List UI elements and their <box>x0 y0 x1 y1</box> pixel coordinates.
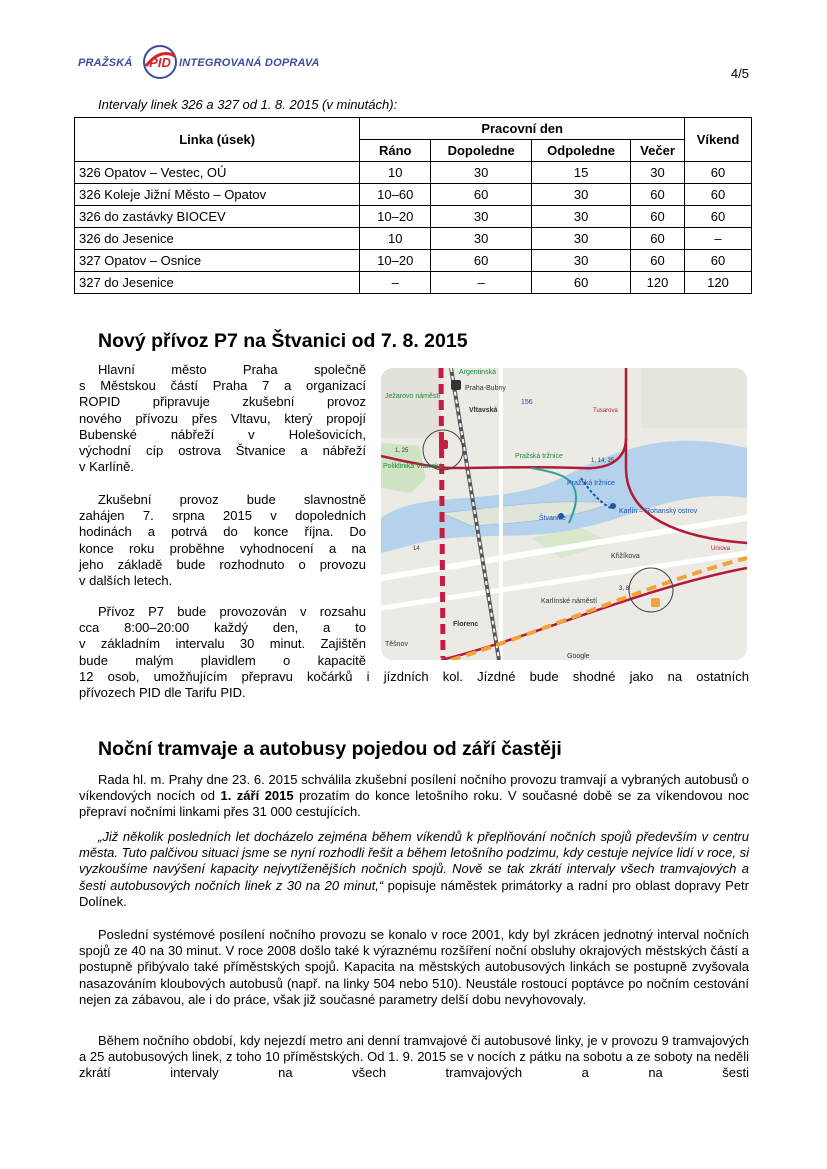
table-header-row <box>75 118 752 140</box>
cell: 120 <box>631 272 685 294</box>
cell: 60 <box>631 228 685 250</box>
cell: 30 <box>532 206 631 228</box>
table-caption: Intervaly linek 326 a 327 od 1. 8. 2015 (v minutách): <box>98 97 398 112</box>
map-line-label: 14 <box>413 546 420 552</box>
cell: 30 <box>532 184 631 206</box>
cell: 30 <box>532 250 631 272</box>
map-line-label: 3, 8 <box>619 586 630 592</box>
cell: 30 <box>532 228 631 250</box>
map-label-prazska-trznice-top: Pražská tržnice <box>515 453 563 460</box>
paragraph-text: Rada hl. m. Prahy dne 23. 6. 2015 schválila zkušební posílení nočního provozu tramvají a vybraných autobusů o víkendových nocích od <box>79 772 749 804</box>
cell: 10–20 <box>360 206 431 228</box>
map-label-praha-bubny: Praha-Bubny <box>465 385 506 392</box>
text-line: hodinách a potrvá do konce října. Do <box>79 524 366 540</box>
map-label-karlin: Karlín – Rohanský ostrov <box>619 508 698 515</box>
cell: 30 <box>431 228 532 250</box>
map-label-vltavska: Vltavská <box>469 407 498 414</box>
cell: 60 <box>431 184 532 206</box>
map-label-google: Google <box>567 653 590 660</box>
rail-station-icon <box>451 380 461 390</box>
quote-text: „Již několik posledních let docházelo zejména během víkendů k přeplňování nočních spojů především v centru města. Tuto palčivou situaci jsme se nyní rozhodli řešit a během letošního podzimu, kdy cestuje nejvíce lidí v roce, si vyzkoušíme navýšení kapacity nejvytíženějších nočních spojů. Nově se tak zkrátí intervaly všech tramvajových a šesti autobusových nočních linek z 30 na 20 minut,“ <box>79 829 749 893</box>
paragraph-text: prozatím do konce letošního roku. V současné době se za víkendovou noc přepraví nočními linkami přes 31 000 cestujících. <box>79 788 749 820</box>
cell: 60 <box>431 250 532 272</box>
metro-station-icon <box>651 598 660 607</box>
cell: 60 <box>685 250 752 272</box>
map-label-stvanice: Štvanice <box>539 515 566 522</box>
pid-emblem-icon <box>142 44 178 80</box>
text-line: v základním intervalu 30 minut. Zajištěn <box>79 636 366 652</box>
text-line: 12 osob, umožňujícím přepravu kočárků i jízdních kol. Jízdné bude shodné jako na ostatních <box>79 668 749 684</box>
paragraph-privoz-1 <box>79 362 366 475</box>
table-row <box>75 184 752 206</box>
cell: 10 <box>360 228 431 250</box>
logo-pid-text: PID <box>149 55 171 70</box>
cell-line: 327 Opatov – Osnice <box>75 250 360 272</box>
text-line: bude malým plavidlem o kapacitě <box>79 652 366 668</box>
paragraph-nocni-1 <box>79 772 749 821</box>
cell: 60 <box>685 162 752 184</box>
header-weekday: Pracovní den <box>360 118 685 140</box>
cell: 15 <box>532 162 631 184</box>
subheader-rano: Ráno <box>360 140 431 162</box>
cell: 60 <box>532 272 631 294</box>
map-label-krizikova: Křižíkova <box>611 553 640 560</box>
cell: 60 <box>685 184 752 206</box>
paragraph-nocni-quote <box>79 829 749 910</box>
header-weekend: Víkend <box>685 118 752 162</box>
cell: 10–20 <box>360 250 431 272</box>
text-line: Bubenské nábřeží v Holešovicích, <box>79 426 366 442</box>
subheader-dopoledne: Dopoledne <box>431 140 532 162</box>
cell-line: 326 Koleje Jižní Město – Opatov <box>75 184 360 206</box>
subheader-vecer: Večer <box>631 140 685 162</box>
cell-line: 326 Opatov – Vestec, OÚ <box>75 162 360 184</box>
map-line-label: 1, 25 <box>395 448 409 454</box>
cell-line: 327 do Jesenice <box>75 272 360 294</box>
cell-line: 326 do Jesenice <box>75 228 360 250</box>
cell-line: 326 do zastávky BIOCEV <box>75 206 360 228</box>
text-line: nového přívozu přes Vltavu, který propojí <box>79 410 366 426</box>
text-line: východní cíp ostrova Štvanice a nábřeží <box>79 443 366 459</box>
table-row <box>75 228 752 250</box>
text-line: cca 8:00–20:00 každý den, a to <box>79 620 366 636</box>
paragraph-privoz-2 <box>79 492 366 589</box>
map-line-label: 1, 14, 25 <box>591 458 615 464</box>
subheader-odpoledne: Odpoledne <box>532 140 631 162</box>
cell: 60 <box>685 206 752 228</box>
text-line: v Karlíně. <box>79 459 134 475</box>
text-line: konce roku proběhne vyhodnocení a na <box>79 540 366 556</box>
cell: 120 <box>685 272 752 294</box>
text-line: Zkušební provoz bude slavnostně <box>98 492 366 507</box>
cell: – <box>685 228 752 250</box>
cell: – <box>360 272 431 294</box>
ferry-stop-icon <box>610 503 616 509</box>
cell: 10–60 <box>360 184 431 206</box>
paragraph-nocni-4: Během nočního období, kdy nejezdí metro ani denní tramvajové či autobusové linky, je v provozu 9 tramvajových a 25 autobusových linek, z toho 10 příměstských. Od 1. 9. 2015 se v nocích z pátku na sobotu a ze soboty na neděli zkrátí intervaly na všech tramvajových a na šesti <box>79 1033 749 1081</box>
text-line: s Městskou částí Praha 7 a organizací <box>79 378 366 394</box>
table-row <box>75 162 752 184</box>
paragraph-nocni-3: Poslední systémové posílení nočního provozu se konalo v roce 2001, kdy byl zkrácen jednotný interval nočních spojů ze 40 na 30 minut. V roce 2008 došlo také k výraznému rozšíření noční obsluhy okrajových městských částí a postupně přibývalo také příměstských spojů. Kapacita na městských autobusových linkách se postupně zvyšovala nasazováním kloubových autobusů (např. na linky 504 nebo 510). Neustále rostoucí poptávce po nočním cestování nejen za zábavou, ale i do práce, však již současné parametry delší dobu nevyhovovaly. <box>79 927 749 1007</box>
text-line: v dalších letech. <box>79 573 173 589</box>
cell: 60 <box>631 206 685 228</box>
cell: 60 <box>631 250 685 272</box>
text-line: ROPID připravuje zkušební provoz <box>79 394 366 410</box>
cell: 30 <box>431 206 532 228</box>
text-line: jeho základě bude rozhodnuto o provozu <box>79 556 366 572</box>
map-label-argentinska: Argentinská <box>459 369 496 376</box>
pid-logo <box>78 44 328 82</box>
table-row <box>75 206 752 228</box>
section-title-nocni: Noční tramvaje a autobusy pojedou od září častěji <box>98 738 562 760</box>
cell: 10 <box>360 162 431 184</box>
map-label-bezarovo: Ježarovo náměstí <box>385 393 441 400</box>
logo-text-left: PRAŽSKÁ <box>78 57 133 69</box>
cell: 30 <box>631 162 685 184</box>
text-line: zahájen 7. srpna 2015 v dopoledních <box>79 508 366 524</box>
map-label-prazska-trznice: Pražská tržnice <box>567 480 615 487</box>
table-row <box>75 272 752 294</box>
text-line: Hlavní město Praha společně <box>98 362 366 377</box>
section-title-privoz: Nový přívoz P7 na Štvanici od 7. 8. 2015 <box>98 330 468 352</box>
logo-text-right: INTEGROVANÁ DOPRAVA <box>179 57 320 69</box>
cell: 30 <box>431 162 532 184</box>
map-label-urxova: Urxova <box>711 546 731 552</box>
ferry-route-map <box>381 368 747 660</box>
paragraph-bold-date: 1. září 2015 <box>220 788 294 804</box>
map-label-tusarova: Tusarova <box>593 408 618 414</box>
intervals-table <box>74 117 752 294</box>
map-label-tesnov: Těšnov <box>385 641 408 648</box>
map-label-karlinske-namesti: Karlínské náměstí <box>541 598 598 605</box>
header-line: Linka (úsek) <box>75 118 360 162</box>
map-label-florenc: Florenc <box>453 621 479 628</box>
table-row <box>75 250 752 272</box>
cell: 60 <box>631 184 685 206</box>
metro-station-icon <box>439 440 448 449</box>
paragraph-text: popisuje náměstek primátorky a radní pro oblast dopravy Petr Dolínek. <box>79 877 749 909</box>
cell: – <box>431 272 532 294</box>
text-line: přívozech PID dle Tarifu PID. <box>79 685 246 701</box>
map-label-poliklinika: Poliklinika Vltavská <box>383 463 443 470</box>
map-line-label: 156 <box>521 399 533 406</box>
page-number: 4/5 <box>730 66 749 81</box>
text-line: Přívoz P7 bude provozován v rozsahu <box>98 604 366 619</box>
